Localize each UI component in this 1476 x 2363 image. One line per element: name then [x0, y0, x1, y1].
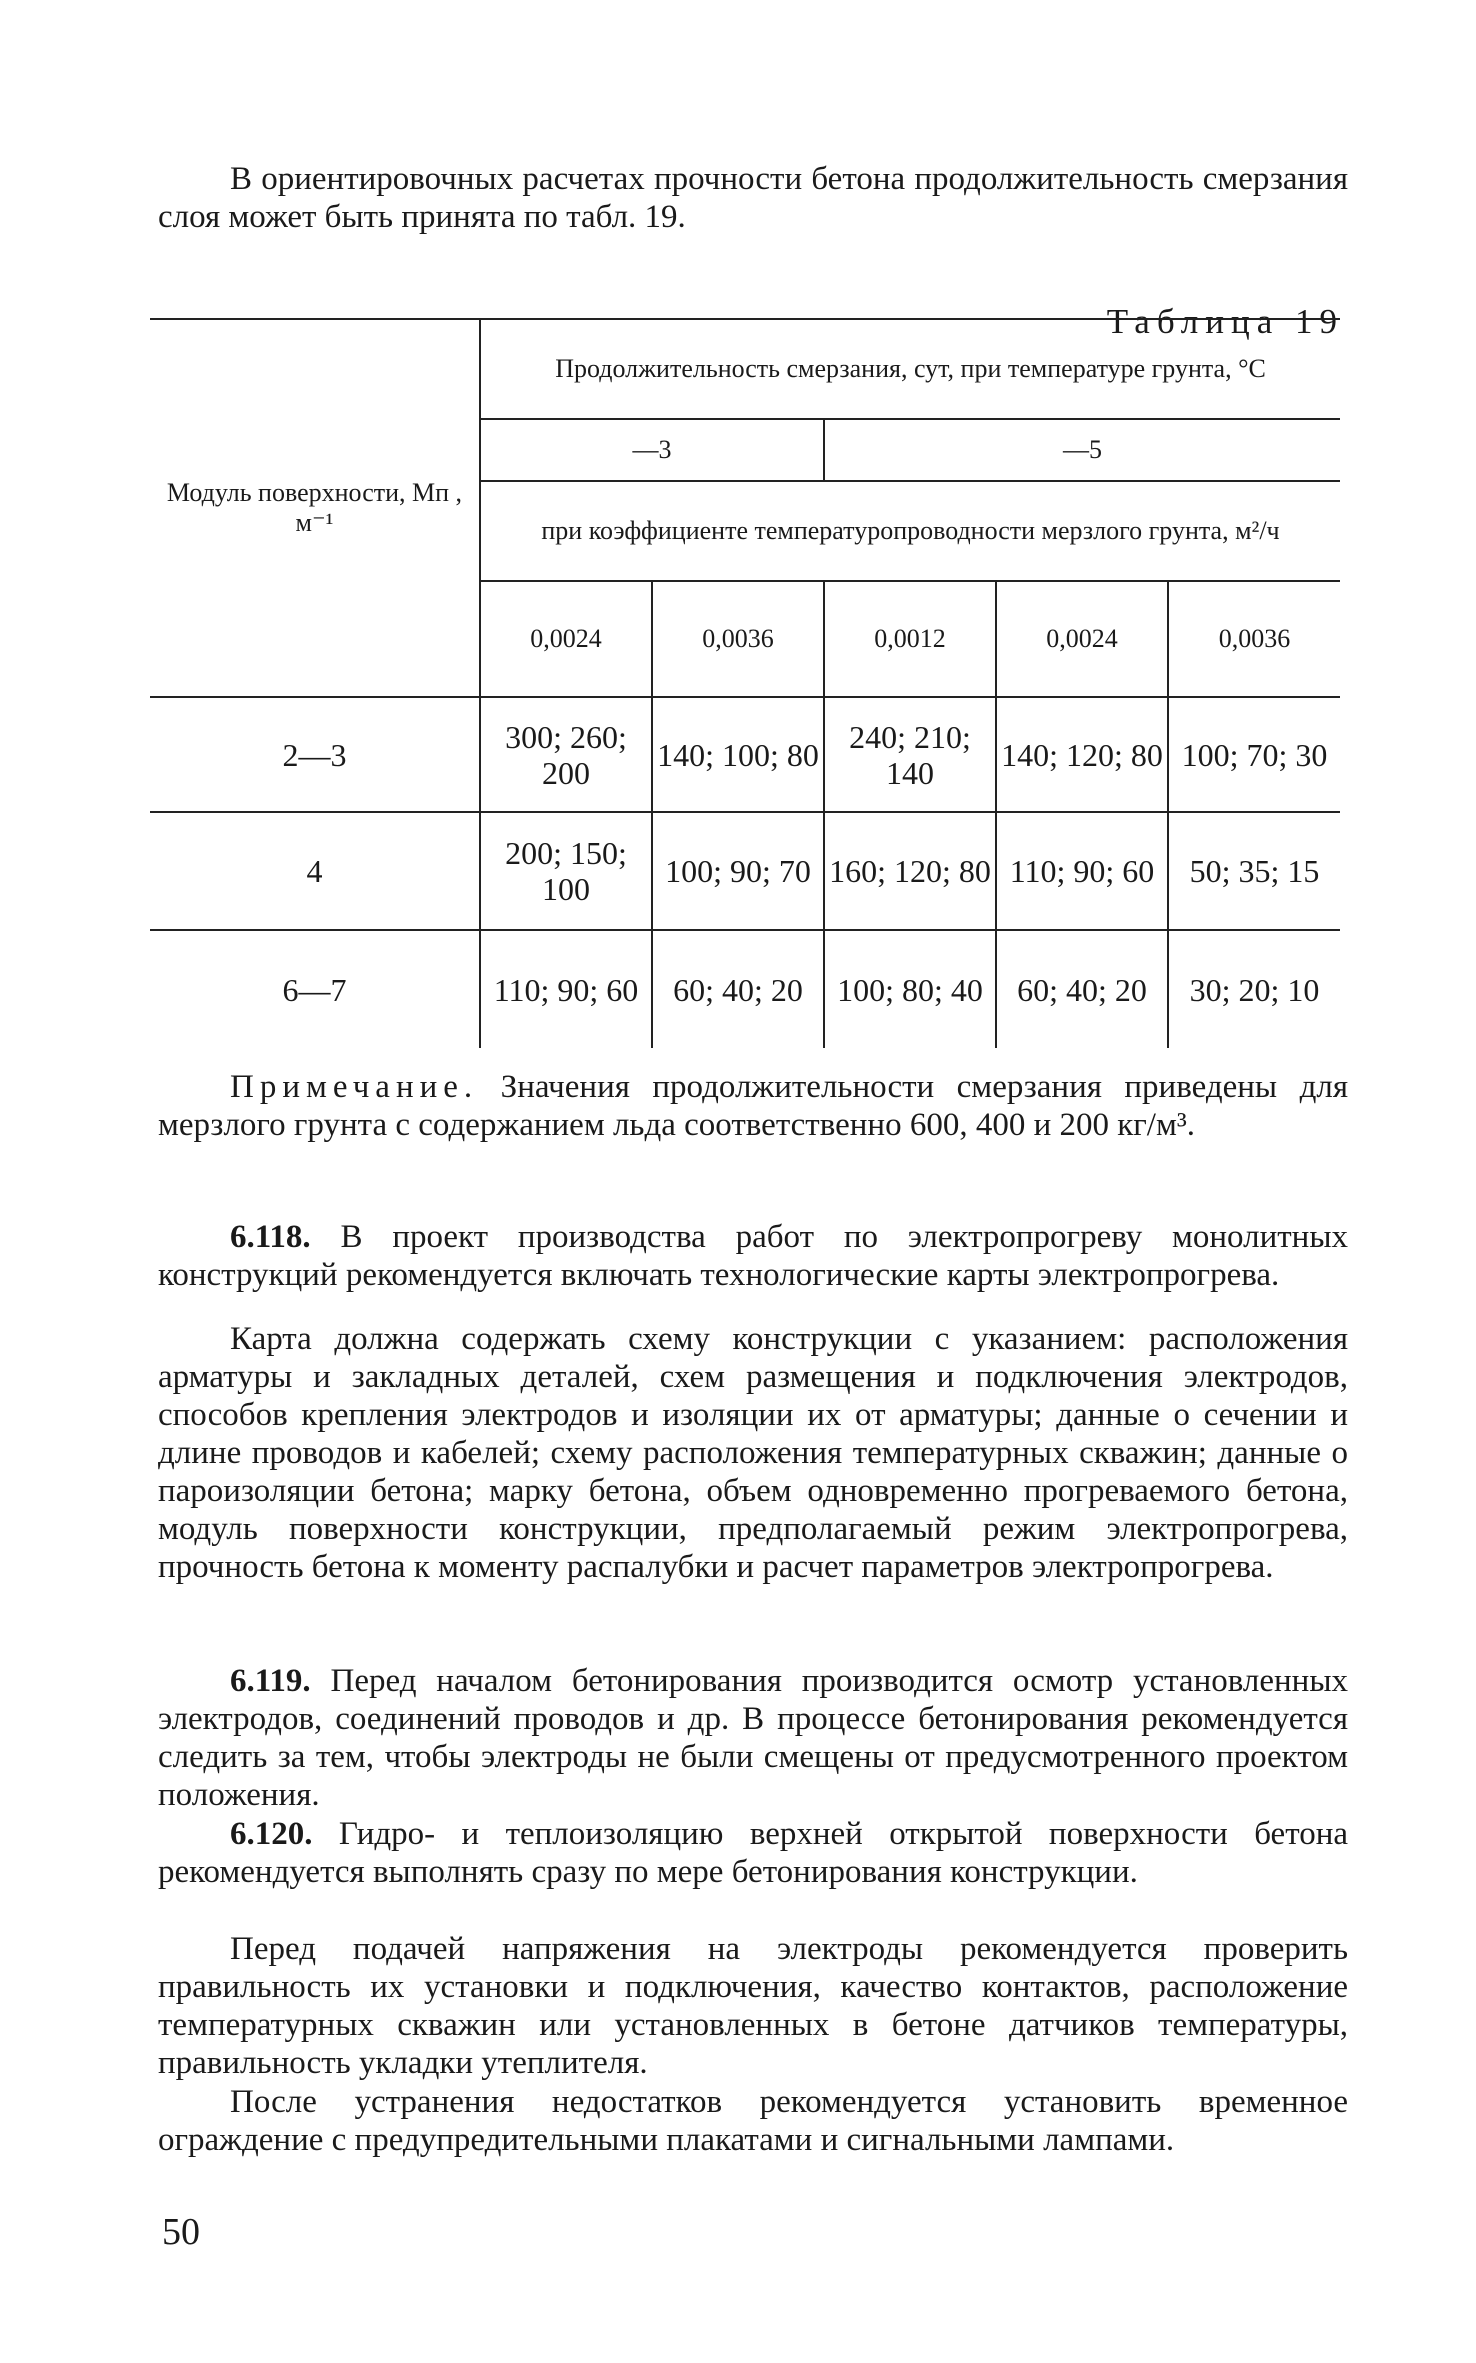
page-number: 50 [162, 2211, 200, 2253]
value-cell: 300; 260; 200 [480, 697, 652, 812]
coef-cell: 0,0024 [480, 581, 652, 697]
value-cell: 60; 40; 20 [652, 930, 824, 1048]
value-cell: 30; 20; 10 [1168, 930, 1340, 1048]
value-cell: 100; 80; 40 [824, 930, 996, 1048]
table-title: Таблица 19 [1106, 302, 1344, 341]
paragraph-posle: После устранения недостатков рекомендуется установить временное ограждение с предупредительными плакатами и сигнальными лампами. [158, 2084, 1348, 2158]
table-19 [150, 318, 1340, 1048]
coef-cell: 0,0012 [824, 581, 996, 697]
clause-number: 6.120. [230, 1816, 313, 1852]
module-cell: 4 [306, 853, 323, 889]
clause-text: Гидро- и теплоизоляцию верхней открытой поверхности бетона рекомендуется выполнять сразу по мере бетонирования конструкции. [158, 1816, 1348, 1890]
paragraph-6-119 [158, 1662, 1348, 1814]
header-temp-minus5: —5 [824, 419, 1340, 481]
paragraph-6-118 [158, 1218, 1348, 1294]
clause-number: 6.119. [230, 1663, 311, 1699]
module-cell: 6—7 [282, 971, 347, 1008]
value-cell: 110; 90; 60 [996, 812, 1168, 930]
value-cell: 100; 70; 30 [1168, 697, 1340, 812]
coef-cell: 0,0024 [996, 581, 1168, 697]
coef-cell: 0,0036 [652, 581, 824, 697]
table-row [150, 930, 1340, 1048]
table-row [150, 697, 1340, 812]
header-temp-minus3: —3 [480, 419, 824, 481]
intro-paragraph: В ориентировочных расчетах прочности бетона продолжительность смерзания слоя может быть принята по табл. 19. [158, 161, 1348, 235]
paragraph-pered: Перед подачей напряжения на электроды рекомендуется проверить правильность их установки и подключения, качество контактов, расположение температурных скважин или установленных в бетоне датчиков температуры, правильность укладки утеплителя. [158, 1931, 1348, 2081]
note-text: Значения продолжительности смерзания приведены для мерзлого грунта с содержанием льда соответственно 600, 400 и 200 кг/м³. [158, 1069, 1349, 1143]
value-cell: 100; 90; 70 [652, 812, 824, 930]
value-cell: 160; 120; 80 [824, 812, 996, 930]
value-cell: 60; 40; 20 [996, 930, 1168, 1048]
coef-cell: 0,0036 [1168, 581, 1340, 697]
header-module: Модуль поверхности, Мп , м⁻¹ [166, 478, 463, 537]
value-cell: 140; 120; 80 [996, 697, 1168, 812]
value-cell: 110; 90; 60 [480, 930, 652, 1048]
paragraph-6-120 [158, 1815, 1348, 1891]
value-cell: 50; 35; 15 [1168, 812, 1340, 930]
paragraph-karta: Карта должна содержать схему конструкции с указанием: расположения арматуры и закладных деталей, схем размещения и подключения электродов, способов крепления электродов и изоляции их от арматуры; данные о сечении и длине проводов и кабелей; схему расположения температурных скважин; данные о пароизоляции бетона; марку бетона, объем одновременно прогреваемого бетона, модуль поверхности конструкции, предполагаемый режим электропрогрева, прочность бетона к моменту распалубки и расчет параметров электропрогрева. [158, 1321, 1348, 1585]
header-coef-caption: при коэффициенте температуропроводности мерзлого грунта, м²/ч [480, 481, 1340, 581]
value-cell: 240; 210; 140 [824, 697, 996, 812]
module-cell: 2—3 [282, 736, 347, 773]
value-cell: 200; 150; 100 [480, 812, 652, 930]
clause-text: В проект производства работ по электропрогреву монолитных конструкций рекомендуется включать технологические карты электропрогрева. [158, 1219, 1348, 1293]
clause-text: Перед началом бетонирования производится осмотр установленных электродов, соединений проводов и др. В процессе бетонирования рекомендуется следить за тем, чтобы электроды не были смещены от предусмотренного проектом положения. [158, 1663, 1348, 1813]
clause-number: 6.118. [230, 1219, 311, 1255]
header-duration: Продолжительность смерзания, сут, при температуре грунта, °С [480, 319, 1340, 419]
table-row [150, 812, 1340, 930]
value-cell: 140; 100; 80 [652, 697, 824, 812]
note-label: Примечание. [230, 1069, 479, 1105]
table-note [158, 1068, 1348, 1144]
